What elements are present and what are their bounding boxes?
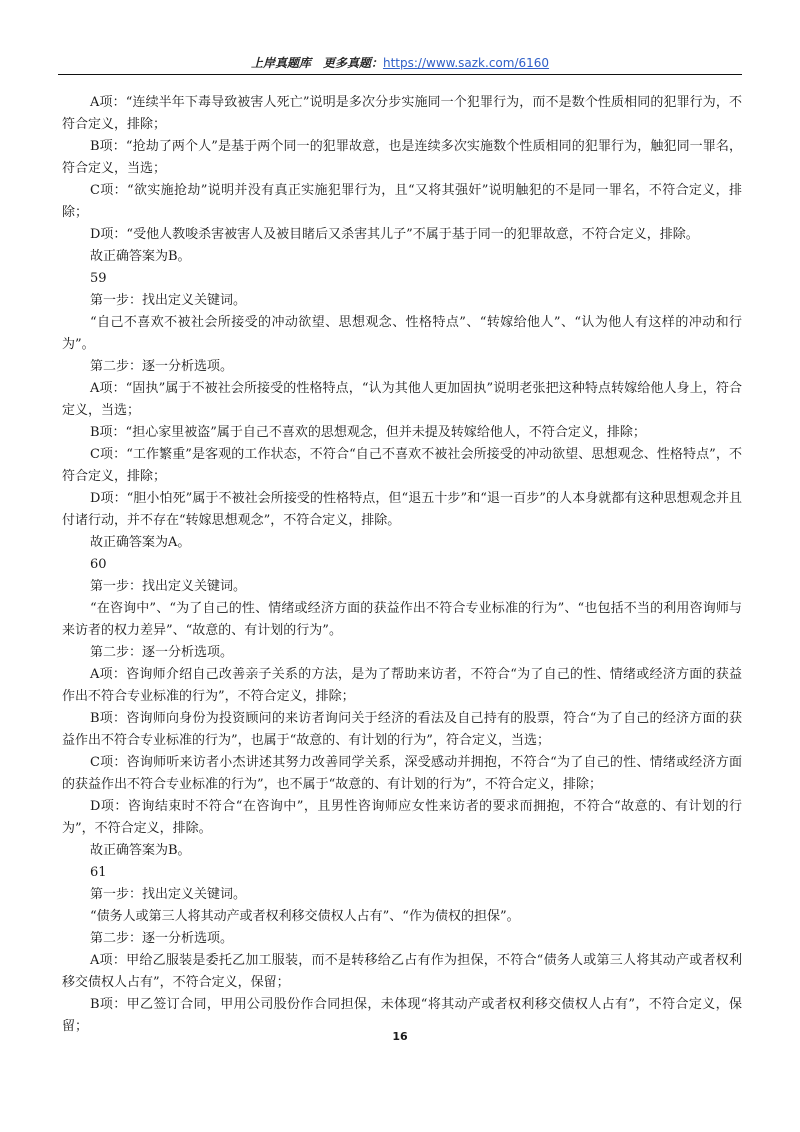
paragraph: “在咨询中”、“为了自己的性、情绪或经济方面的获益作出不符合专业标准的行为”、“也包括不当的利用咨询师与来访者的权力差异”、“故意的、有计划的行为”。: [62, 601, 742, 638]
more-label: 更多真题：: [322, 56, 383, 70]
step-heading: 第一步：找出定义关键词。: [90, 579, 247, 594]
header-link[interactable]: https://www.sazk.com/6160: [382, 56, 550, 70]
paragraph: A项：“连续半年下毒导致被害人死亡”说明是多次分步实施同一个犯罪行为，而不是数个性质相同的犯罪行为，不符合定义，排除；: [62, 95, 742, 132]
paragraph: B项：“担心家里被盗”属于自己不喜欢的思想观念，但并未提及转嫁给他人，不符合定义，排除；: [90, 425, 646, 440]
paragraph: B项：“抢劫了两个人”是基于两个同一的犯罪故意，也是连续多次实施数个性质相同的犯罪行为，触犯同一罪名，符合定义，当选；: [62, 139, 742, 176]
page-number: 16: [392, 1030, 408, 1043]
question-number: 60: [90, 557, 107, 572]
header-divider: [58, 74, 742, 75]
paragraph: C项：“工作繁重”是客观的工作状态，不符合“自己不喜欢不被社会所接受的冲动欲望、思想观念、性格特点”，不符合定义，排除；: [62, 447, 742, 484]
paragraph: C项：“欲实施抢劫”说明并没有真正实施犯罪行为，且“又将其强奸”说明触犯的不是同一罪名，不符合定义，排除；: [62, 183, 742, 220]
step-heading: 第一步：找出定义关键词。: [90, 887, 247, 902]
paragraph: A项：“固执”属于不被社会所接受的性格特点，“认为其他人更加固执”说明老张把这种特点转嫁给他人身上，符合定义，当选；: [62, 381, 742, 418]
answer-line: 故正确答案为B。: [90, 843, 191, 858]
paragraph: A项：甲给乙服装是委托乙加工服装，而不是转移给乙占有作为担保，不符合“债务人或第三人将其动产或者权利移交债权人占有”，不符合定义，保留；: [62, 953, 742, 990]
brand-name: 上岸真题库: [250, 56, 311, 70]
question-number: 59: [90, 271, 107, 286]
answer-line: 故正确答案为B。: [90, 249, 191, 264]
page-header: [0, 54, 800, 71]
step-heading: 第二步：逐一分析选项。: [90, 645, 234, 660]
paragraph: D项：咨询结束时不符合“在咨询中”，且男性咨询师应女性来访者的要求而拥抱，不符合“故意的、有计划的行为”，不符合定义，排除。: [62, 799, 742, 836]
paragraph: B项：咨询师向身份为投资顾问的来访者询问关于经济的看法及自己持有的股票，符合“为了自己的经济方面的获益作出不符合专业标准的行为”，也属于“故意的、有计划的行为”，符合定义，当选；: [62, 711, 742, 748]
document-body: [62, 92, 742, 1038]
step-heading: 第一步：找出定义关键词。: [90, 293, 247, 308]
paragraph: “债务人或第三人将其动产或者权利移交债权人占有”、“作为债权的担保”。: [90, 909, 520, 924]
question-number: 61: [90, 865, 107, 880]
paragraph: D项：“受他人教唆杀害被害人及被目睹后又杀害其儿子”不属于基于同一的犯罪故意，不符合定义，排除。: [90, 227, 699, 242]
step-heading: 第二步：逐一分析选项。: [90, 931, 234, 946]
paragraph: D项：“胆小怕死”属于不被社会所接受的性格特点，但“退五十步”和“退一百步”的人本身就都有这种思想观念并且付诸行动，并不存在“转嫁思想观念”，不符合定义，排除。: [62, 491, 742, 528]
paragraph: “自己不喜欢不被社会所接受的冲动欲望、思想观念、性格特点”、“转嫁给他人”、“认为他人有这样的冲动和行为”。: [62, 315, 742, 352]
paragraph: B项：甲乙签订合同，甲用公司股份作合同担保，未体现“将其动产或者权利移交债权人占有”，不符合定义，保留；: [62, 997, 742, 1034]
answer-line: 故正确答案为A。: [90, 535, 191, 550]
paragraph: A项：咨询师介绍自己改善亲子关系的方法，是为了帮助来访者，不符合“为了自己的性、情绪或经济方面的获益作出不符合专业标准的行为”，不符合定义，排除；: [62, 667, 742, 704]
step-heading: 第二步：逐一分析选项。: [90, 359, 234, 374]
paragraph: C项：咨询师听来访者小杰讲述其努力改善同学关系，深受感动并拥抱，不符合“为了自己的性、情绪或经济方面的获益作出不符合专业标准的行为”，也不属于“故意的、有计划的行为”，不符合定义，排除；: [62, 755, 742, 792]
